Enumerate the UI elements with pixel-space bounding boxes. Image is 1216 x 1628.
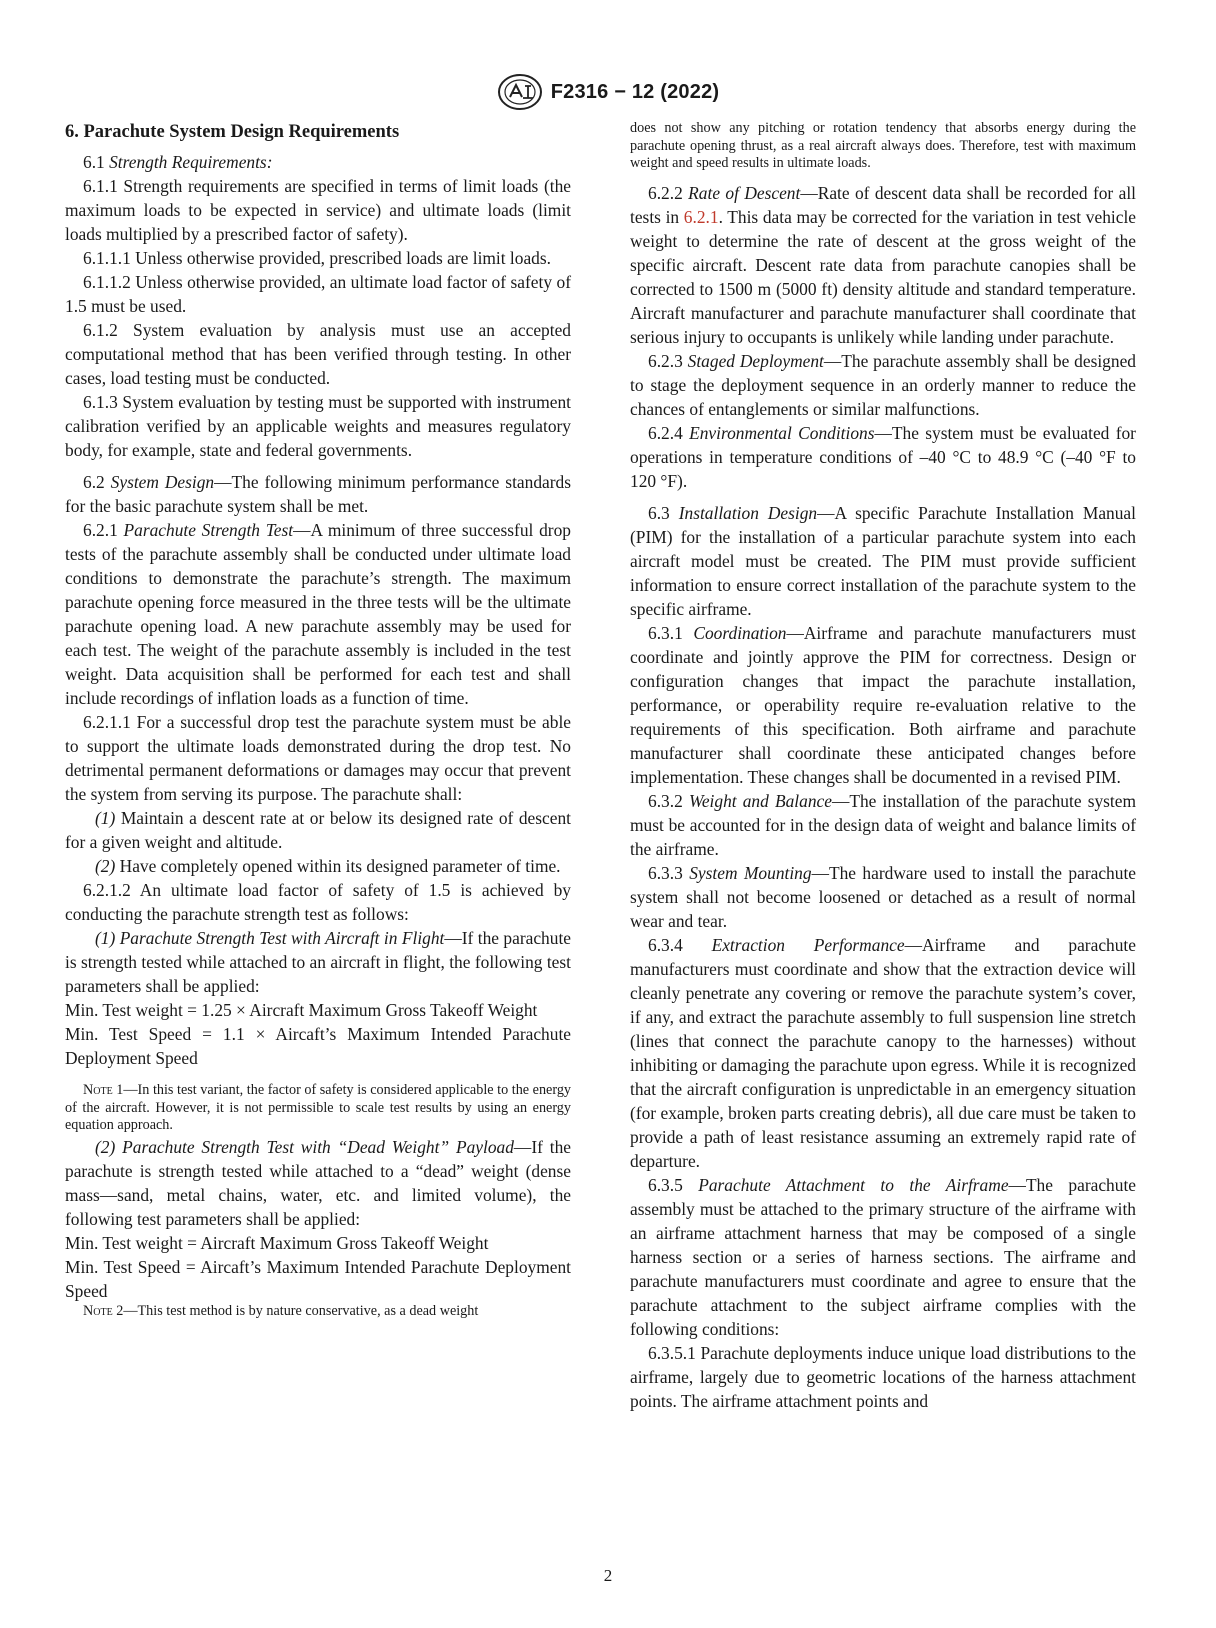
paragraph-6-3-5-1: 6.3.5.1 Parachute deployments induce unique load distributions to the airframe, largely due to geometric locations of the harness attachment points. The airframe attachment points and [630, 1342, 1136, 1411]
paragraph-6-3-1: 6.3.1 Coordination—Airframe and parachute manufacturers must coordinate and jointly approve the PIM for correctness. Design or configuration changes that impact the parachute installation, performance, or operability require re-evaluation relative to the requirements of this specification. Both airframe and parachute manufacturer shall coordinate these anticipated changes before implementation. These changes shall be documented in a revised PIM. [630, 622, 1136, 787]
paragraph-6-3-5: 6.3.5 Parachute Attachment to the Airframe—The parachute assembly must be attached to the primary structure of the airframe with an airframe attachment harness that may be composed of a single harness section or a series of harness sections. The airframe and parachute manufacturers must coordinate and agree to ensure that the parachute attachment to the subject airframe complies with the following conditions: [630, 1174, 1136, 1339]
page-number: 2 [603, 1566, 613, 1585]
paragraph-6-1-1-1: 6.1.1.1 Unless otherwise provided, prescribed loads are limit loads. [83, 248, 551, 268]
dead-weight-paragraph: (2) Parachute Strength Test with “Dead Weight” Payload—If the parachute is strength tested while attached to a “dead” weight (dense mass—sand, metal chains, water, etc. and limited volume), the following test parameters shall be applied: [65, 1136, 571, 1229]
dead-weight-test-speed: Min. Test Speed = Aircaft’s Maximum Intended Parachute Deployment Speed [65, 1256, 571, 1301]
section-link-6-2-1[interactable]: 6.2.1 [683, 206, 719, 227]
section-title: 6. Parachute System Design Requirements [65, 122, 400, 142]
flight-test-weight: Min. Test weight = 1.25 × Aircraft Maximum Gross Takeoff Weight [65, 1000, 538, 1020]
list-item-1: (1) Maintain a descent rate at or below its designed rate of descent for a given weight and altitude. [65, 808, 571, 852]
paragraph-6-3: 6.3 Installation Design—A specific Parachute Installation Manual (PIM) for the installation of a particular parachute system into each aircraft model must be created. The PIM must provide sufficient information to ensure correct installation of the parachute system to the specific airframe. [630, 502, 1136, 619]
flight-test-speed: Min. Test Speed = 1.1 × Aircaft’s Maximum Intended Parachute Deployment Speed [65, 1024, 571, 1068]
paragraph-6-1: 6.1 Strength Requirements: [83, 152, 273, 172]
note-2: Note 2—This test method is by nature conservative, as a dead weight [83, 1302, 479, 1319]
document-id: F2316 − 12 (2022) [550, 80, 720, 103]
list-item-2: (2) Have completely opened within its designed parameter of time. [95, 856, 561, 876]
page-header [0, 72, 1216, 112]
astm-logo-icon [497, 73, 543, 111]
flight-test-paragraph: (1) Parachute Strength Test with Aircraft in Flight—If the parachute is strength tested while attached to an aircraft in flight, the following test parameters shall be applied: [65, 928, 571, 996]
paragraph-6-2-1-1: 6.2.1.1 For a successful drop test the parachute system must be able to support the ultimate loads demonstrated during the drop test. No detrimental permanent deformations or damages may occur that prevent the system from serving its purpose. The parachute shall: [65, 712, 571, 804]
paragraph-6-1-3: 6.1.3 System evaluation by testing must be supported with instrument calibration verified by an applicable weights and measures regulatory body, for example, state and federal governments. [65, 392, 571, 460]
paragraph-6-1-1-2: 6.1.1.2 Unless otherwise provided, an ultimate load factor of safety of 1.5 must be used. [65, 272, 571, 316]
dead-weight-test-weight: Min. Test weight = Aircraft Maximum Gross Takeoff Weight [65, 1232, 489, 1253]
paragraph-6-2: 6.2 System Design—The following minimum performance standards for the basic parachute system shall be met. [65, 472, 571, 516]
paragraph-6-1-1: 6.1.1 Strength requirements are specified in terms of limit loads (the maximum loads to be expected in service) and ultimate loads (limit loads multiplied by a prescribed factor of safety). [65, 176, 571, 244]
paragraph-6-2-3: 6.2.3 Staged Deployment—The parachute assembly shall be designed to stage the deployment sequence in an orderly manner to reduce the chances of entanglements or similar malfunctions. [630, 350, 1136, 419]
paragraph-6-2-2: 6.2.2 Rate of Descent—Rate of descent data shall be recorded for all tests in 6.2.1. This data may be corrected for the variation in test vehicle weight to determine the rate of descent at the gross weight of the specific aircraft. Descent rate data from parachute canopies shall be corrected to 1500 m (5000 ft) density altitude and standard temperature. Aircraft manufacturer and parachute manufacturer shall coordinate that serious injury to occupants is unlikely while landing under parachute. [630, 182, 1137, 347]
paragraph-6-3-3: 6.3.3 System Mounting—The hardware used to install the parachute system shall not become loosened or detached as a result of normal wear and tear. [630, 862, 1137, 931]
paragraph-6-2-4: 6.2.4 Environmental Conditions—The system must be evaluated for operations in temperature conditions of –40 °C to 48.9 °C (–40 °F to 120 °F). [630, 422, 1136, 491]
note-2-continued: does not show any pitching or rotation tendency that absorbs energy during the parachute opening thrust, as a real aircraft always does. Therefore, test with maximum weight and speed results in ultimate loads. [630, 120, 1136, 171]
paragraph-6-3-4: 6.3.4 Extraction Performance—Airframe and parachute manufacturers must coordinate and show that the extraction device will cleanly penetrate any covering or remove the parachute system’s cover, if any, and extract the parachute assembly to full suspension line stretch (lines that connect the parachute canopy to the harnesses) without inhibiting or damaging the parachute upon egress. While it is recognized that the aircraft configuration is unpredictable in an emergency situation (for example, broken parts creating debris), all due care must be taken to provide a path of least resistance assuming an extremely rapid rate of departure. [630, 934, 1136, 1171]
left-column [65, 120, 571, 1320]
note-1: Note 1—In this test variant, the factor of safety is considered applicable to the energy of the aircraft. However, it is not permissible to scale test results by using an energy equation approach. [65, 1082, 572, 1133]
paragraph-6-2-1-2: 6.2.1.2 An ultimate load factor of safety of 1.5 is achieved by conducting the parachute strength test as follows: [65, 880, 571, 924]
right-column [630, 120, 1136, 1413]
paragraph-6-3-2: 6.3.2 Weight and Balance—The installation of the parachute system must be accounted for in the design data of weight and balance limits of the airframe. [630, 790, 1136, 859]
paragraph-6-2-1: 6.2.1 Parachute Strength Test—A minimum of three successful drop tests of the parachute assembly shall be conducted under ultimate load conditions to demonstrate the parachute’s strength. The maximum parachute opening force measured in the three tests will be the ultimate parachute opening load. A new parachute assembly may be used for each test. The weight of the parachute assembly is included in the test weight. Data acquisition shall be performed for each test and shall include recordings of inflation loads as a function of time. [65, 520, 571, 708]
paragraph-6-1-2: 6.1.2 System evaluation by analysis must use an accepted computational method that has been verified through testing. In other cases, load testing must be conducted. [65, 320, 571, 388]
